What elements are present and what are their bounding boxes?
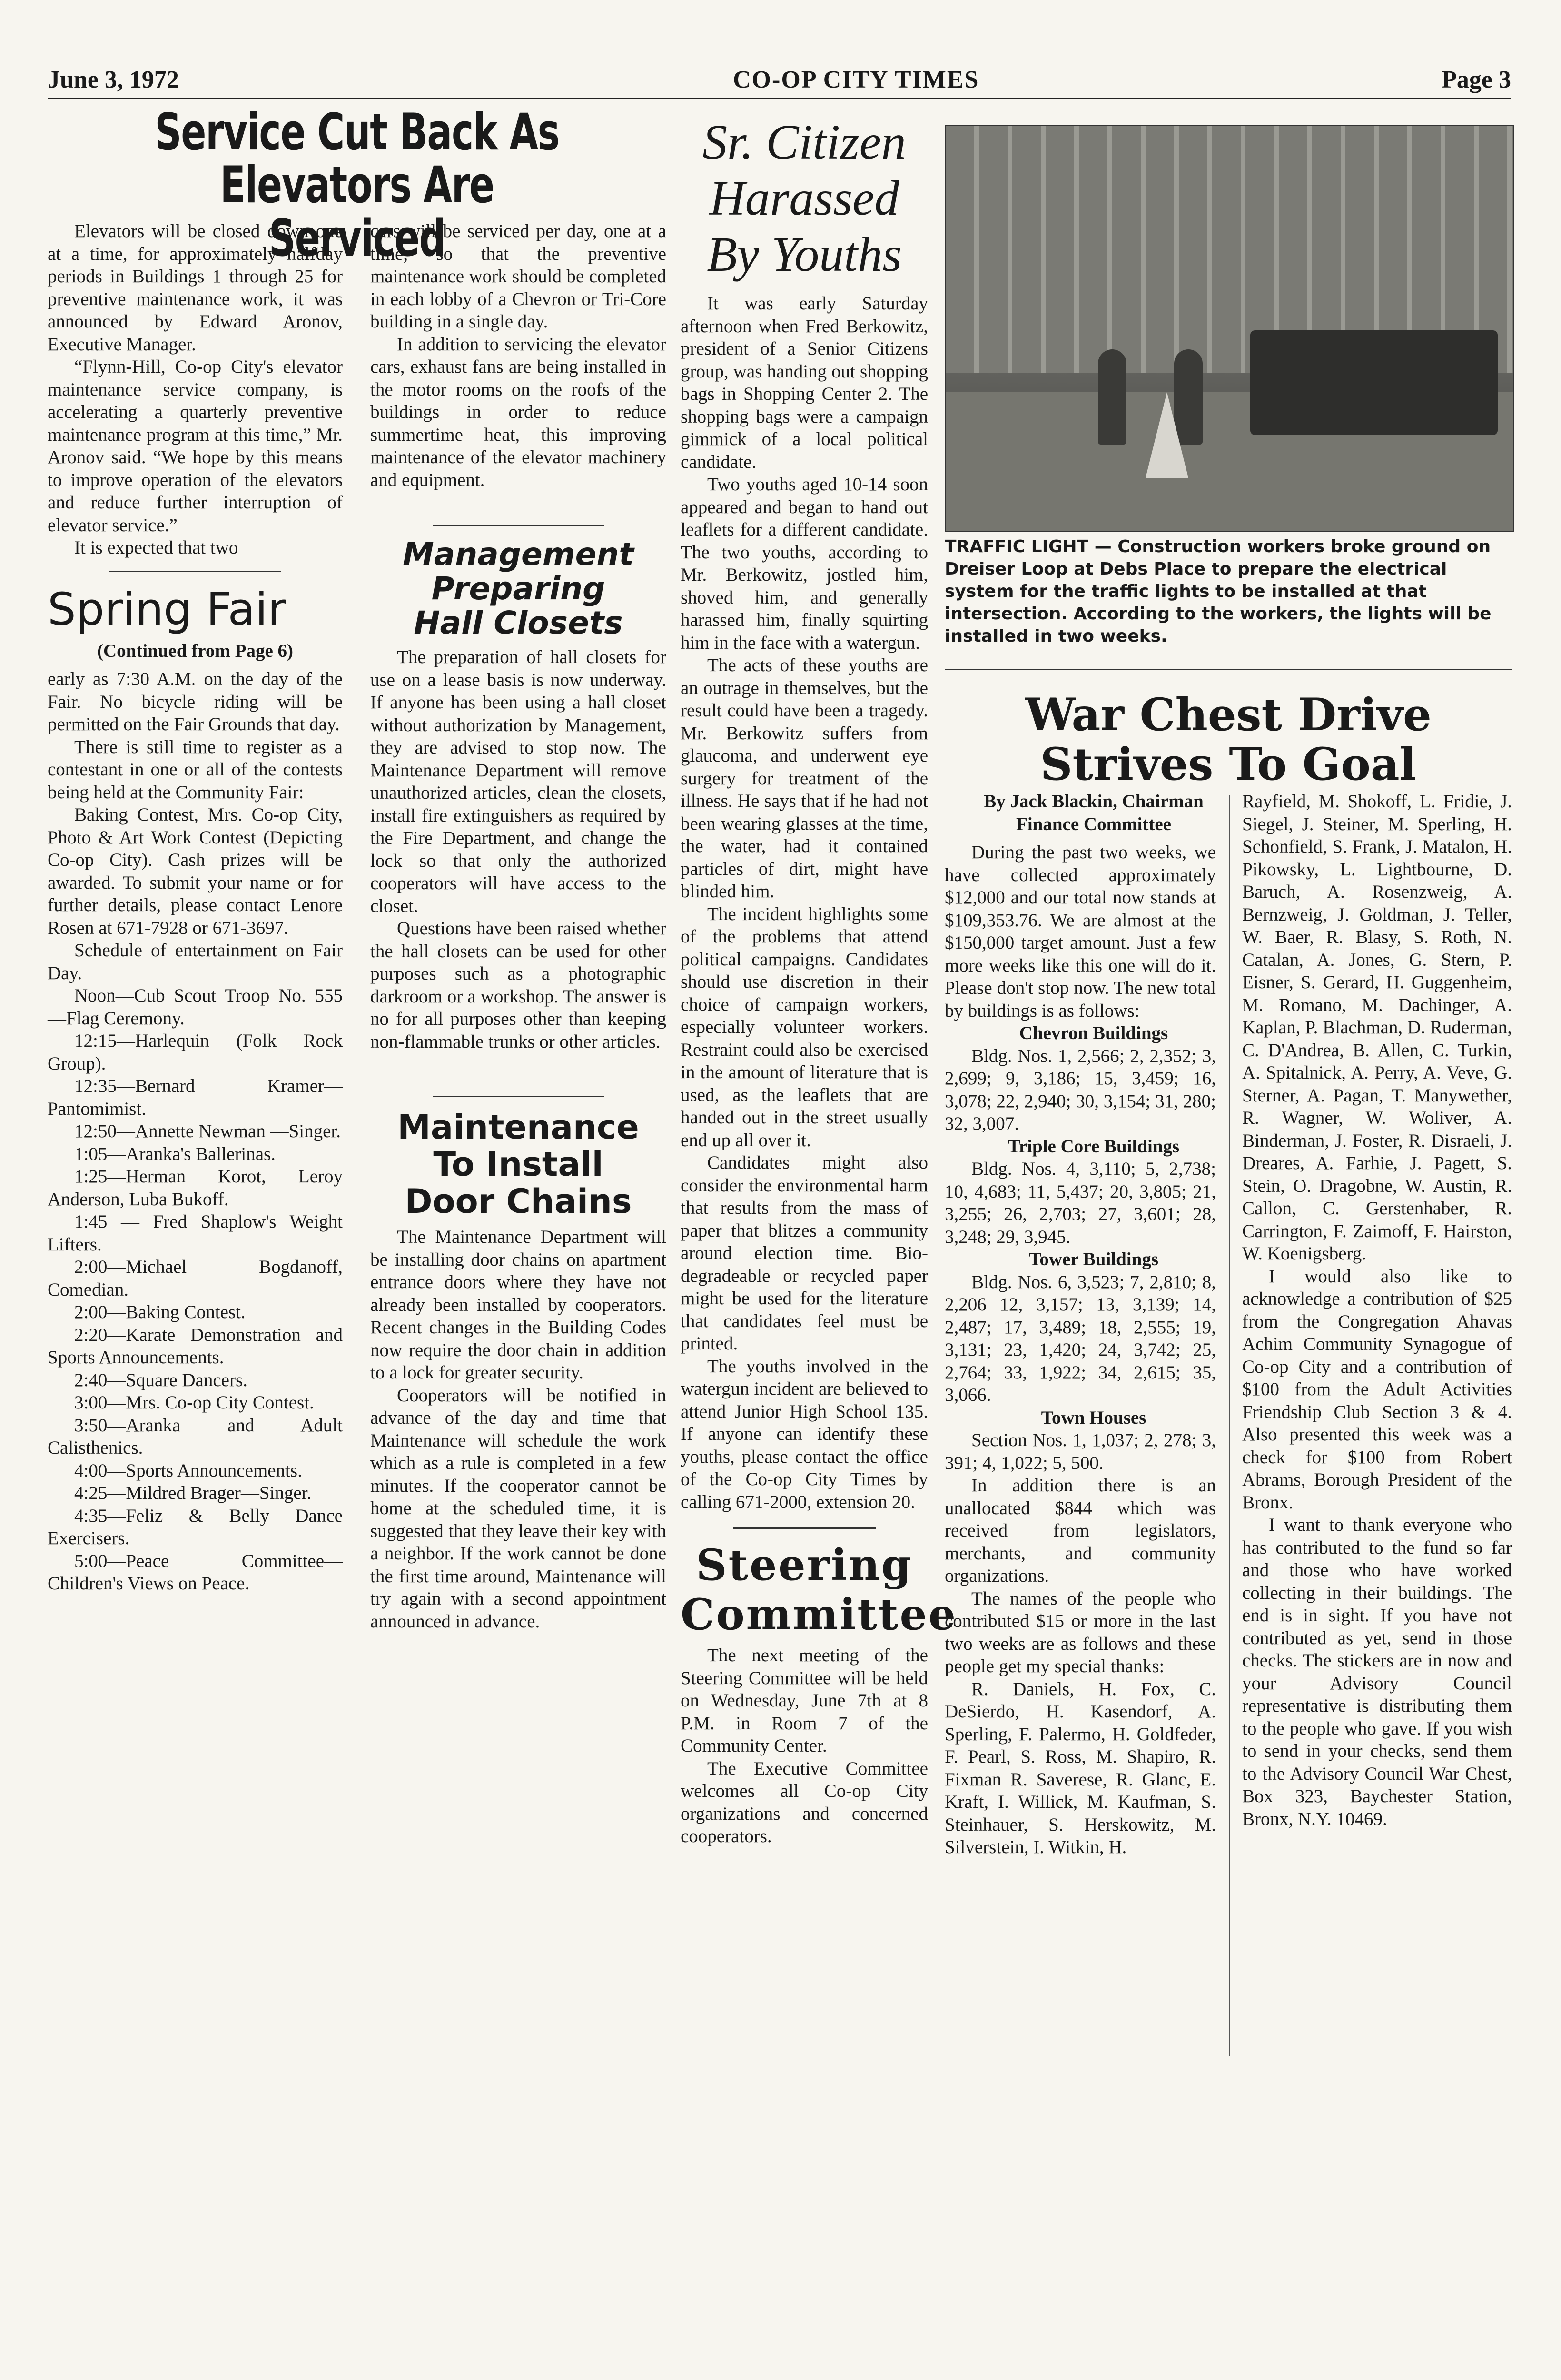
byline-title: Finance Committee [1016, 813, 1171, 834]
paragraph: cars will be serviced per day, one at a time, so that the preventive maintenance work should be completed in each lobby of a Chevron or Tri-Core building in a single day. [370, 221, 666, 332]
divider [433, 1096, 604, 1097]
paragraph: The incident highlights some of the problems that attend political campaigns. Candidates should use discretion in their choice of campaign workers, especially volunteer workers. Restraint could also be exercised in the amount of literature that is used, as the leaflets that are handed out in the street usually end up all over it. [681, 903, 928, 1150]
page-number: Page 3 [1442, 66, 1511, 93]
paragraph: Schedule of entertainment on Fair Day. [48, 940, 343, 983]
column-1 [48, 220, 343, 1595]
continued-note: (Continued from Page 6) [97, 640, 293, 661]
steering-article [681, 1540, 957, 1848]
management-headline-line-1: Management [403, 536, 634, 573]
divider [433, 525, 604, 526]
war-chest-headline [945, 690, 1512, 789]
paragraph: early as 7:30 A.M. on the day of the Fair. No bicycle riding will be permitted on the Fair Grounds that day. [48, 669, 343, 734]
war-chest-column-2 [1242, 790, 1512, 1830]
chevron-buildings-totals: Bldg. Nos. 1, 2,566; 2, 2,352; 3, 2,699; 9, 3,186; 15, 3,459; 16, 3,078; 22, 2,940; 30, 3,154; 31, 280; 32, 3,007. [945, 1045, 1216, 1134]
service-article-col1 [48, 220, 343, 559]
paragraph: The Maintenance Department will be installing door chains on apartment entrance doors where they have not already been installed by cooperators. Recent changes in the Building Codes now require the door chain in addition to a lock for greater security. [370, 1227, 666, 1383]
paragraph: The preparation of hall closets for use on a lease basis is now underway. If anyone has been using a hall closet without authorization by Management, they are advised to stop now. The Maintenance Department will remove unauthorized articles, clean the closets, install fire extinguishers as required by the Fire Department, and change the lock so that only the authorized cooperators will have access to the closet. [370, 647, 666, 916]
schedule-item: 2:20—Karate Demonstration and Sports Announcements. [48, 1324, 343, 1368]
tower-buildings-totals: Bldg. Nos. 6, 3,523; 7, 2,810; 8, 2,206 12, 3,157; 13, 3,139; 14, 2,487; 17, 3,489; 18, 2,555; 19, 3,131; 23, 1,420; 24, 3,742; 25, 2,764; 33, 1,922; 34, 2,615; 35, 3,066. [945, 1271, 1216, 1405]
photo-traffic-cone [1146, 392, 1188, 478]
schedule-item: 12:35—Bernard Kramer—Pantomimist. [48, 1076, 343, 1119]
paragraph: It is expected that two [74, 537, 238, 558]
paragraph: Baking Contest, Mrs. Co-op City, Photo & Art Work Contest (Depicting Co-op City). Cash prizes will be awarded. To submit your name or for further details, please contact Lenore Rosen at 671-7928 or 671-3697. [48, 804, 343, 938]
column-3 [681, 114, 957, 1848]
paragraph: The names of the people who contributed $15 or more in the last two weeks are as follows and these people get my special thanks: [945, 1588, 1216, 1676]
schedule-item: 2:40—Square Dancers. [74, 1369, 247, 1390]
schedule-item: 4:35—Feliz & Belly Dance Exercisers. [48, 1505, 343, 1548]
tower-buildings-head: Tower Buildings [1028, 1249, 1159, 1269]
paragraph: The youths involved in the watergun incident are believed to attend Junior High School 135. If anyone can identify these youths, please contact the office of the Co-op City Times by calling 671-2000, extension 20. [681, 1356, 928, 1512]
service-headline-line-1: Service Cut Back As [155, 103, 559, 161]
schedule-item: 3:50—Aranka and Adult Calisthenics. [48, 1415, 343, 1458]
town-houses-head: Town Houses [1041, 1407, 1146, 1428]
schedule-item: 1:25—Herman Korot, Leroy Anderson, Luba Bukoff. [48, 1166, 343, 1210]
paragraph: I want to thank everyone who has contributed to the fund so far and those who have worked collecting in their buildings. The end is in sight. If you have not contributed as yet, send in those checks. The stickers are in now and your Advisory Council representative is distributing them to the people who gave. If you wish to send in your checks, send them to the Advisory Council War Chest, Box 323, Baychester Station, Bronx, N.Y. 10469. [1242, 1515, 1512, 1829]
management-headline-line-2: Preparing [431, 570, 605, 607]
schedule-item: 4:25—Mildred Brager—Singer. [74, 1483, 312, 1503]
schedule-item: 3:00—Mrs. Co-op City Contest. [74, 1392, 314, 1413]
paragraph: The next meeting of the Steering Committee will be held on Wednesday, June 7th at 8 P.M. in Room 7 of the Community Center. [681, 1645, 928, 1756]
paragraph: There is still time to register as a contestant in one or all of the contests being held at the Community Fair: [48, 736, 343, 803]
service-article-col2 [370, 220, 666, 491]
steering-headline-line-1: Steering [696, 1540, 913, 1590]
war-chest-column-1 [945, 790, 1216, 1859]
photo-truck [1250, 330, 1498, 435]
town-houses-totals: Section Nos. 1, 1,037; 2, 278; 3, 391; 4, 1,022; 5, 500. [945, 1430, 1216, 1473]
column-2 [370, 220, 666, 1633]
paragraph: It was early Saturday afternoon when Fred Berkowitz, president of a Senior Citizens group, was handing out shopping bags in Shopping Center 2. The shopping bags were a campaign gimmick of a local political candidate. [681, 293, 928, 472]
steering-headline-line-2: Committee [681, 1589, 957, 1640]
paragraph: In addition there is an unallocated $844 which was received from legislators, merchants, and community organizations. [945, 1475, 1216, 1586]
paragraph: Two youths aged 10-14 soon appeared and began to hand out leaflets for a different candidate. The two youths, according to Mr. Berkowitz, jostled him, shoved him, and generally harassed him, finally squirting him in the face with a watergun. [681, 474, 928, 653]
newspaper-name: CO-OP CITY TIMES [733, 66, 979, 93]
paragraph: In addition to servicing the elevator cars, exhaust fans are being installed in the motor rooms on the roofs of the buildings in order to reduce summertime heat, this improving maintenance of the elevator machinery and equipment. [370, 334, 666, 490]
door-chains-article [370, 1109, 666, 1633]
schedule-item: Noon—Cub Scout Troop No. 555—Flag Ceremony. [48, 985, 343, 1029]
traffic-light-photo [945, 125, 1514, 532]
photo-worker [1098, 349, 1126, 445]
door-chains-headline-line-3: Door Chains [405, 1182, 632, 1221]
management-article [370, 537, 666, 1053]
schedule-item: 1:45 — Fred Shaplow's Weight Lifters. [48, 1211, 343, 1255]
sr-citizen-headline-line-1: Sr. Citizen [702, 115, 906, 169]
spring-fair-article [48, 584, 343, 1595]
issue-date: June 3, 1972 [48, 66, 179, 93]
war-chest-headline-line-1: War Chest Drive [1025, 689, 1432, 741]
triple-core-head: Triple Core Buildings [1008, 1136, 1180, 1157]
column-divider [1229, 795, 1230, 2056]
paragraph: I would also like to acknowledge a contribution of $25 from the Congregation Ahavas Achim Community Synagogue of Co-op City and a contribution of $100 from the Adult Activities Friendship Club Section 3 & 4. Also presented this week was a check for $100 from Robert Abrams, Borough President of the Bronx. [1242, 1266, 1512, 1513]
spring-fair-headline: Spring Fair [48, 583, 287, 635]
byline: By Jack Blackin, Chairman [984, 791, 1204, 812]
schedule-item: 4:00—Sports Announcements. [74, 1460, 302, 1481]
war-chest-headline-line-2: Strives To Goal [1040, 738, 1417, 791]
door-chains-headline-line-1: Maintenance [397, 1108, 639, 1147]
divider [109, 571, 281, 572]
schedule-item: 12:15—Harlequin (Folk Rock Group). [48, 1031, 343, 1074]
contributor-names: R. Daniels, H. Fox, C. DeSierdo, H. Kasendorf, A. Sperling, F. Palermo, H. Goldfeder, F. Pearl, S. Ross, M. Shapiro, R. Fixman R. Saverese, R. Glanc, E. Kraft, I. Willick, M. Kaufman, S. Steinhauer, S. Herskowitz, M. Silverstein, I. Witkin, H. [945, 1678, 1216, 1857]
header-rule [48, 98, 1511, 99]
service-headline-line-2: Elevators Are Serviced [220, 156, 494, 268]
sr-citizen-article [681, 114, 928, 1513]
photo-caption: TRAFFIC LIGHT — Construction workers broke ground on Dreiser Loop at Debs Place to prepare the electrical system for the traffic lights to be installed at that intersection. According to the workers, the lights will be installed in two weeks. [945, 537, 1492, 646]
schedule-item: 2:00—Michael Bogdanoff, Comedian. [48, 1257, 343, 1300]
management-headline-line-3: Hall Closets [414, 605, 623, 641]
sr-citizen-headline-line-2: Harassed [709, 171, 899, 226]
schedule-item: 5:00—Peace Committee—Children's Views on Peace. [48, 1550, 343, 1594]
paragraph: Questions have been raised whether the hall closets can be used for other purposes such as a photographic darkroom or a workshop. The answer is no for all purposes other than keeping non-flammable trunks or other articles. [370, 918, 666, 1052]
paragraph: “Flynn-Hill, Co-op City's elevator maintenance service company, is accelerating a quarterly preventive maintenance program at this time,” Mr. Aronov said. “We hope by this means to improve operation of the elevators and reduce further interruption of elevator service.” [48, 357, 343, 536]
paragraph: Elevators will be closed down one at a time, for approximately halfday periods in Buildings 1 through 25 for preventive maintenance work, it was announced by Edward Aronov, Executive Manager. [48, 221, 343, 355]
divider [945, 669, 1512, 670]
schedule-item: 2:00—Baking Contest. [74, 1302, 246, 1322]
contributor-names: Rayfield, M. Shokoff, L. Fridie, J. Siegel, J. Steiner, M. Sperling, H. Schonfield, S. Frank, J. Matalon, H. Pikowsky, L. Lightbourne, D. Baruch, A. Rosenzweig, A. Bernzweig, J. Goldman, J. Teller, W. Baer, R. Blasy, S. Roth, N. Catalan, A. Jones, G. Stern, P. Eisner, S. Gerard, H. Guggenheim, M. Romano, M. Dachinger, A. Kaplan, P. Blachman, D. Ruderman, C. D'Andrea, B. Allen, C. Turkin, A. Spitalnick, A. Perry, A. Veve, G. Sterner, A. Pagan, T. Manywether, R. Wagner, W. Woliver, A. Binderman, J. Foster, R. Disraeli, J. Dreares, A. Farhie, J. Pagett, S. Stein, O. Dragobne, W. Austin, R. Callon, C. Gerstenhaber, R. Carrington, F. Zaimoff, F. Hairston, W. Koenigsberg. [1242, 791, 1512, 1264]
triple-core-totals: Bldg. Nos. 4, 3,110; 5, 2,738; 10, 4,683; 11, 5,437; 20, 3,805; 21, 3,255; 26, 2,703; 27, 3,601; 28, 3,248; 29, 3,945. [945, 1159, 1216, 1247]
paragraph: During the past two weeks, we have collected approximately $12,000 and our total now stands at $109,353.76. We are almost at the $150,000 target amount. Just a few more weeks like this one will do it. Please don't stop now. The new total by buildings is as follows: [945, 842, 1216, 1021]
paragraph: The acts of these youths are an outrage in themselves, but the result could have been a tragedy. Mr. Berkowitz suffers from glaucoma, and underwent eye surgery for treatment of the illness. He says that if he had not been wearing glasses at the time, the water, had it contained particles of dirt, might have blinded him. [681, 655, 928, 902]
sr-citizen-headline-line-3: By Youths [707, 227, 902, 282]
paragraph: Candidates might also consider the environmental harm that results from the mass of paper that blitzes a community around election time. Bio-degradeable or recycled paper might be used for the literature that candidates feel must be printed. [681, 1152, 928, 1354]
divider [733, 1527, 876, 1529]
page-header [48, 66, 1511, 100]
schedule-item: 1:05—Aranka's Ballerinas. [74, 1143, 276, 1164]
schedule-item: 12:50—Annette Newman —Singer. [74, 1121, 341, 1141]
paragraph: The Executive Committee welcomes all Co-op City organizations and concerned cooperators. [681, 1758, 928, 1846]
paragraph: Cooperators will be notified in advance of the day and time that Maintenance will schedule the work which as a rule is completed in a few minutes. If the cooperator cannot be home at the scheduled time, it is suggested that they leave their key with a neighbor. If the work cannot be done the first time around, Maintenance will try again with a second appointment announced in advance. [370, 1385, 666, 1632]
chevron-buildings-head: Chevron Buildings [1019, 1023, 1168, 1043]
door-chains-headline-line-2: To Install [433, 1145, 603, 1184]
